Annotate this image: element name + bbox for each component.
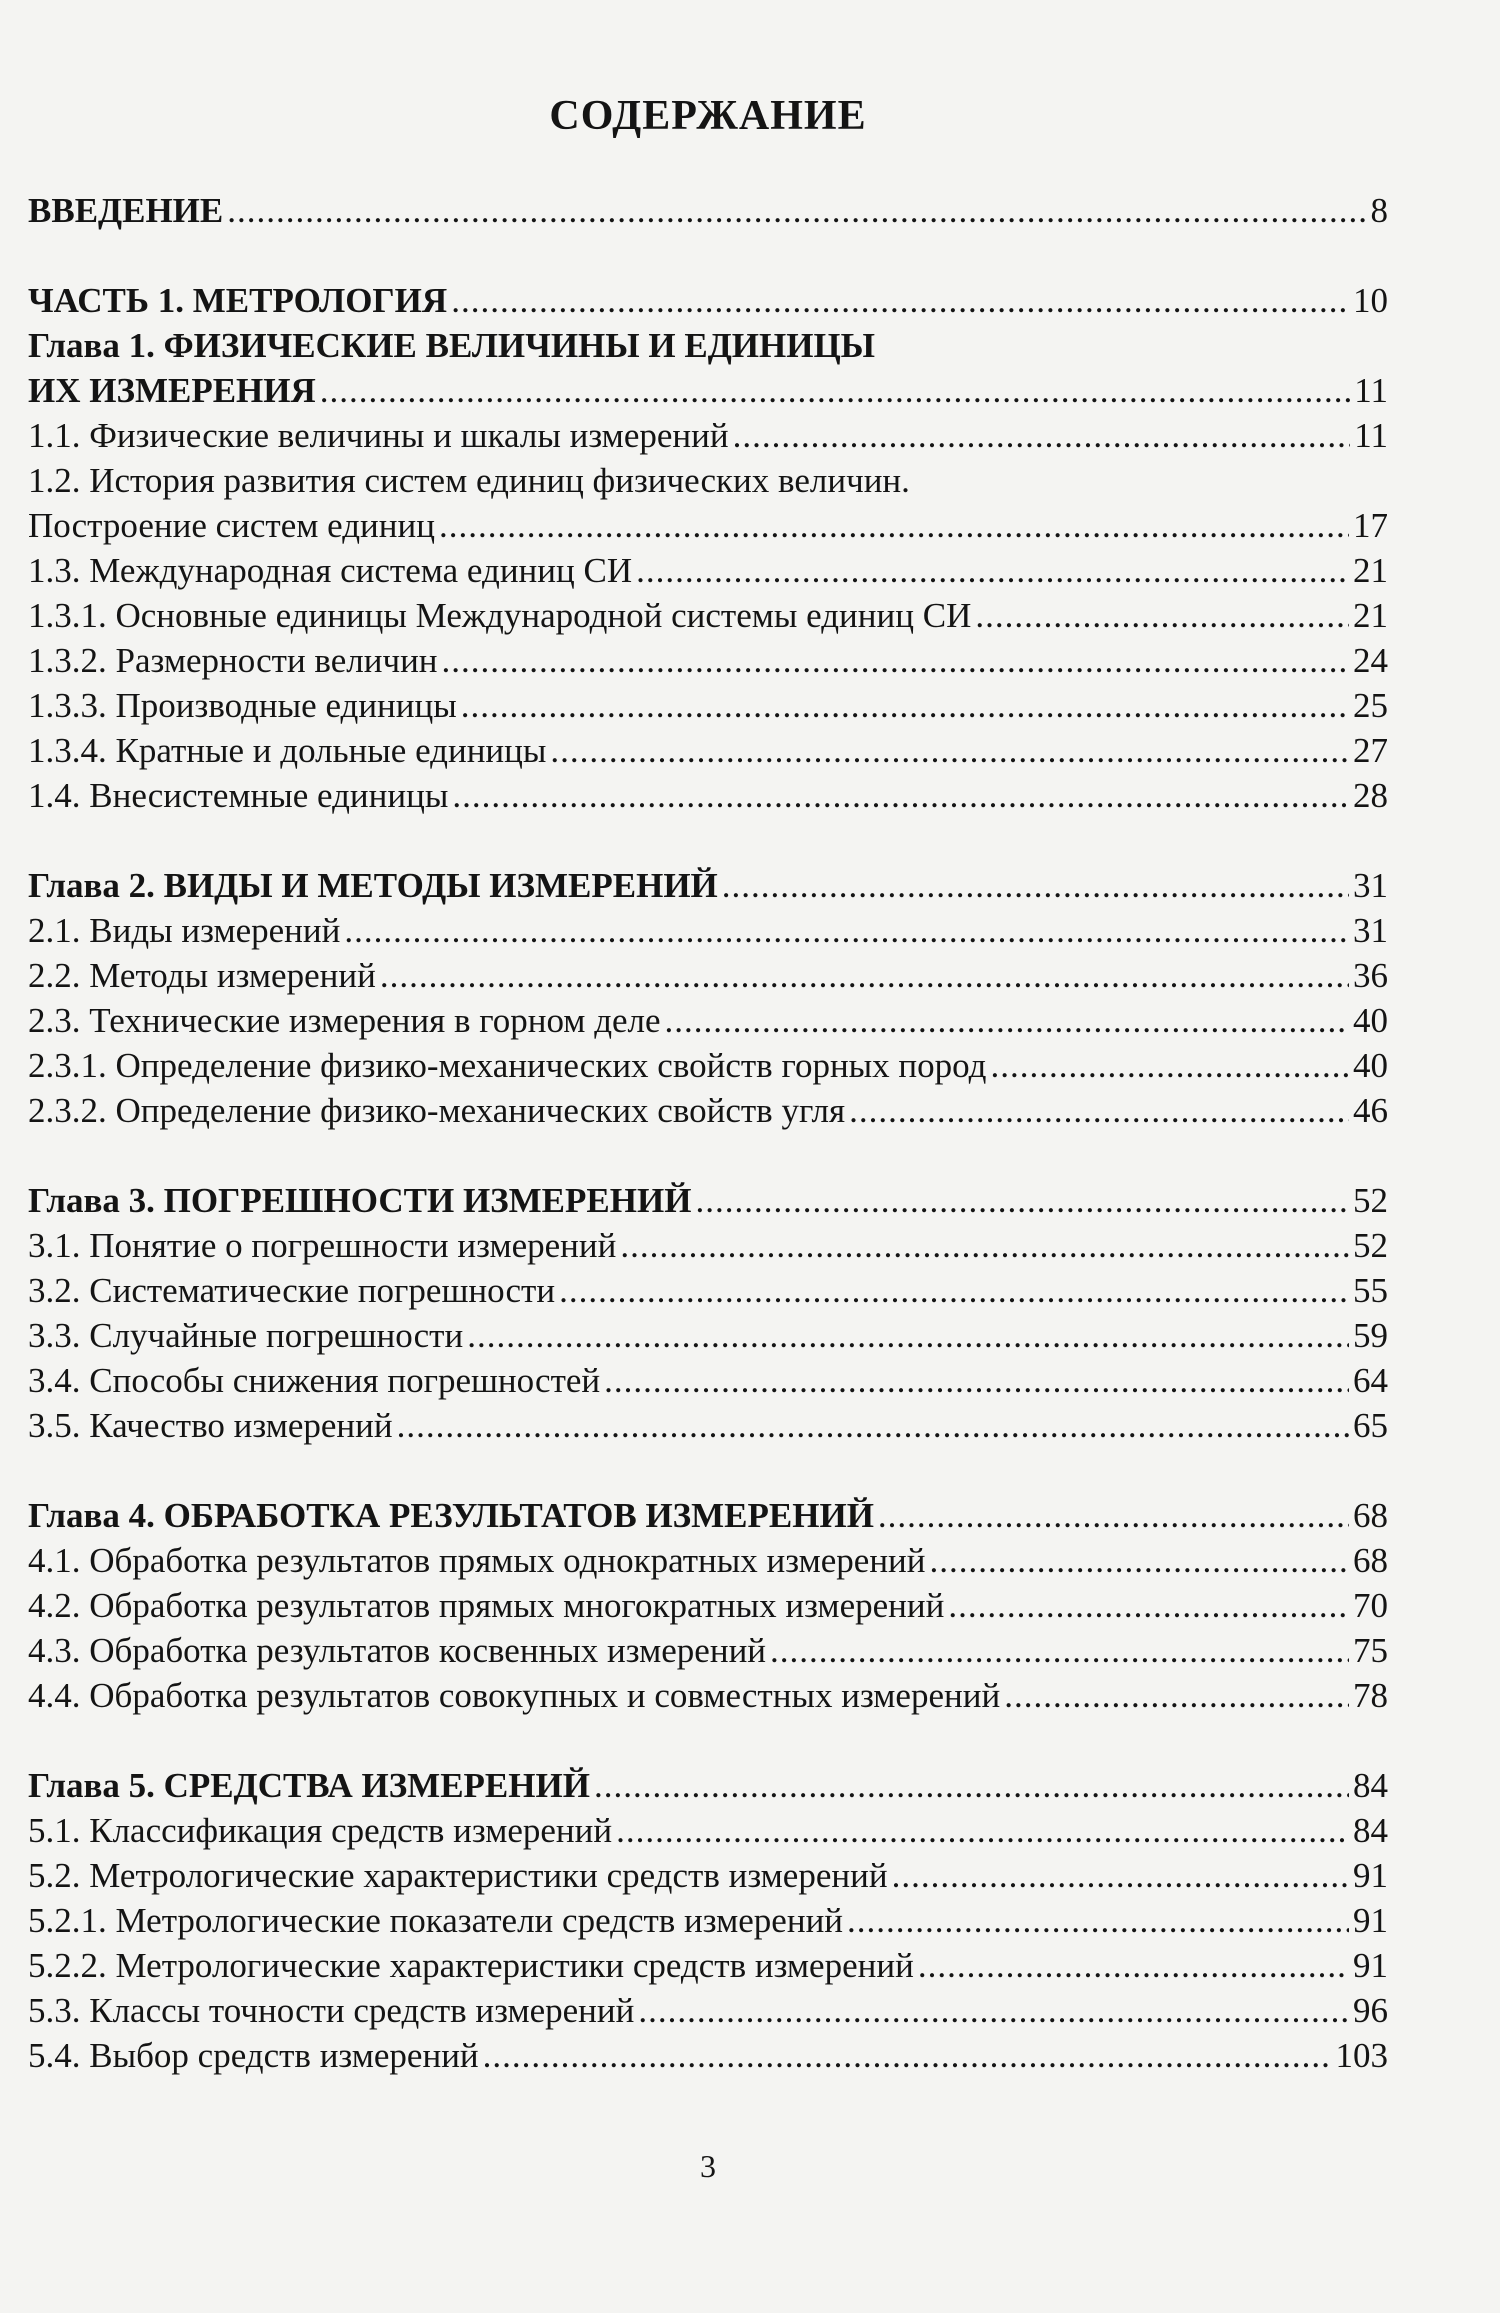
toc-entry [28, 953, 1388, 998]
toc-entry-page: 75 [1353, 1631, 1388, 1670]
toc-entry [28, 548, 1388, 593]
toc-entry [28, 1898, 1388, 1943]
dot-leader [461, 683, 1349, 728]
toc-entry [28, 458, 1388, 503]
toc-entry [28, 998, 1388, 1043]
toc-entry-page: 64 [1353, 1361, 1388, 1400]
toc-entry [28, 908, 1388, 953]
toc-entry-title: Глава 5. СРЕДСТВА ИЗМЕРЕНИЙ [28, 1766, 590, 1805]
toc-entry [28, 1583, 1388, 1628]
toc-entry [28, 1943, 1388, 1988]
dot-leader [439, 503, 1349, 548]
table-of-contents [28, 188, 1388, 2078]
toc-entry-title: 2.3.1. Определение физико-механических свойств горных пород [28, 1046, 987, 1085]
toc-entry-title: 2.3. Технические измерения в горном деле [28, 1001, 661, 1040]
toc-entry-page: 27 [1353, 731, 1388, 770]
toc-entry-page: 28 [1353, 776, 1388, 815]
toc-entry-title: 5.1. Классификация средств измерений [28, 1811, 613, 1850]
toc-entry-title: Глава 2. ВИДЫ И МЕТОДЫ ИЗМЕРЕНИЙ [28, 866, 718, 905]
toc-entry-title: 1.3.1. Основные единицы Международной системы единиц СИ [28, 596, 972, 635]
dot-leader [770, 1628, 1349, 1673]
toc-entry [28, 728, 1388, 773]
dot-leader [975, 593, 1349, 638]
toc-entry-page: 96 [1353, 1991, 1388, 2030]
toc-entry-title: 2.3.2. Определение физико-механических свойств угля [28, 1091, 846, 1130]
toc-entry-title: 4.3. Обработка результатов косвенных измерений [28, 1631, 767, 1670]
dot-leader [892, 1853, 1349, 1898]
toc-entry [28, 1673, 1388, 1718]
toc-entry-page: 68 [1353, 1541, 1388, 1580]
dot-leader [616, 1808, 1349, 1853]
toc-entry-title: 1.2. История развития систем единиц физических величин. [28, 461, 910, 500]
toc-entry-page: 52 [1353, 1181, 1388, 1220]
dot-leader [483, 2033, 1332, 2078]
toc-entry [28, 773, 1388, 818]
toc-entry-title: 3.4. Способы снижения погрешностей [28, 1361, 601, 1400]
toc-entry-page: 21 [1353, 551, 1388, 590]
toc-entry-page: 91 [1353, 1901, 1388, 1940]
toc-entry-page: 70 [1353, 1586, 1388, 1625]
toc-entry-page: 24 [1353, 641, 1388, 680]
toc-entry-title: 5.4. Выбор средств измерений [28, 2036, 479, 2075]
dot-leader [1004, 1673, 1349, 1718]
toc-entry [28, 1808, 1388, 1853]
toc-entry [28, 1268, 1388, 1313]
toc-entry [28, 593, 1388, 638]
toc-entry-title: 3.3. Случайные погрешности [28, 1316, 464, 1355]
toc-entry [28, 863, 1388, 908]
toc-entry-page: 17 [1353, 506, 1388, 545]
toc-entry-title: Глава 1. ФИЗИЧЕСКИЕ ВЕЛИЧИНЫ И ЕДИНИЦЫ [28, 326, 876, 365]
dot-leader [559, 1268, 1349, 1313]
dot-leader [733, 413, 1351, 458]
dot-leader [397, 1403, 1349, 1448]
dot-leader [594, 1763, 1349, 1808]
dot-leader [227, 188, 1366, 233]
dot-leader [695, 1178, 1349, 1223]
dot-leader [344, 908, 1349, 953]
dot-leader [849, 1088, 1349, 1133]
toc-entry-page: 11 [1354, 416, 1388, 455]
dot-leader [451, 278, 1349, 323]
toc-entry-page: 59 [1353, 1316, 1388, 1355]
toc-entry-page: 10 [1353, 281, 1388, 320]
dot-leader [380, 953, 1349, 998]
toc-entry [28, 323, 1388, 368]
toc-entry-title: 1.3.3. Производные единицы [28, 686, 457, 725]
toc-entry [28, 1538, 1388, 1583]
toc-entry [28, 1493, 1388, 1538]
toc-entry-title: 4.2. Обработка результатов прямых многократных измерений [28, 1586, 945, 1625]
toc-entry-title: 3.2. Систематические погрешности [28, 1271, 556, 1310]
page-number: 3 [700, 2148, 716, 2184]
toc-entry [28, 1853, 1388, 1898]
toc-entry-title: 4.1. Обработка результатов прямых однократных измерений [28, 1541, 926, 1580]
page-title: СОДЕРЖАНИЕ [549, 93, 867, 139]
toc-entry-title: 3.1. Понятие о погрешности измерений [28, 1226, 617, 1265]
dot-leader [452, 773, 1349, 818]
toc-entry-page: 55 [1353, 1271, 1388, 1310]
document-page [28, 0, 1388, 2313]
toc-entry-page: 84 [1353, 1811, 1388, 1850]
dot-leader [620, 1223, 1349, 1268]
toc-entry [28, 1088, 1388, 1133]
toc-entry [28, 638, 1388, 683]
toc-entry-page: 91 [1353, 1856, 1388, 1895]
toc-entry-page: 103 [1335, 2036, 1388, 2075]
toc-entry-title: 2.2. Методы измерений [28, 956, 376, 995]
toc-entry-page: 8 [1370, 191, 1388, 230]
toc-entry-page: 40 [1353, 1001, 1388, 1040]
dot-leader [467, 1313, 1349, 1358]
toc-entry-page: 52 [1353, 1226, 1388, 1265]
dot-leader [948, 1583, 1349, 1628]
toc-entry-title: 5.2.1. Метрологические показатели средств измерений [28, 1901, 844, 1940]
toc-entry-title: ВВЕДЕНИЕ [28, 191, 224, 230]
toc-entry-title: 5.2.2. Метрологические характеристики средств измерений [28, 1946, 914, 1985]
toc-entry-title: 4.4. Обработка результатов совокупных и совместных измерений [28, 1676, 1001, 1715]
toc-entry [28, 278, 1388, 323]
toc-entry-page: 46 [1353, 1091, 1388, 1130]
toc-entry-page: 31 [1353, 911, 1388, 950]
dot-leader [550, 728, 1349, 773]
dot-leader [320, 368, 1351, 413]
toc-entry-title: 5.3. Классы точности средств измерений [28, 1991, 635, 2030]
toc-entry [28, 1403, 1388, 1448]
toc-entry-title: 2.1. Виды измерений [28, 911, 341, 950]
toc-entry-title: Глава 4. ОБРАБОТКА РЕЗУЛЬТАТОВ ИЗМЕРЕНИЙ [28, 1496, 874, 1535]
toc-entry-page: 91 [1353, 1946, 1388, 1985]
toc-entry-title: 1.3.4. Кратные и дольные единицы [28, 731, 547, 770]
toc-entry [28, 1178, 1388, 1223]
dot-leader [878, 1493, 1349, 1538]
toc-entry-title: ЧАСТЬ 1. МЕТРОЛОГИЯ [28, 281, 448, 320]
toc-entry-title: ИХ ИЗМЕРЕНИЯ [28, 371, 316, 410]
toc-entry [28, 413, 1388, 458]
toc-entry [28, 1358, 1388, 1403]
toc-entry-page: 40 [1353, 1046, 1388, 1085]
toc-entry [28, 683, 1388, 728]
dot-leader [990, 1043, 1349, 1088]
toc-entry-page: 78 [1353, 1676, 1388, 1715]
toc-entry [28, 368, 1388, 413]
dot-leader [722, 863, 1349, 908]
dot-leader [665, 998, 1349, 1043]
toc-entry [28, 1043, 1388, 1088]
toc-entry-title: 5.2. Метрологические характеристики средств измерений [28, 1856, 888, 1895]
dot-leader [918, 1943, 1349, 1988]
dot-leader [604, 1358, 1349, 1403]
toc-entry-title: 1.3. Международная система единиц СИ [28, 551, 633, 590]
toc-entry [28, 1223, 1388, 1268]
toc-entry-page: 25 [1353, 686, 1388, 725]
toc-entry-title: 1.1. Физические величины и шкалы измерений [28, 416, 729, 455]
toc-entry [28, 503, 1388, 548]
toc-entry [28, 2033, 1388, 2078]
dot-leader [930, 1538, 1349, 1583]
toc-entry-page: 11 [1354, 371, 1388, 410]
toc-entry-page: 68 [1353, 1496, 1388, 1535]
toc-entry-page: 65 [1353, 1406, 1388, 1445]
toc-entry-title: Глава 3. ПОГРЕШНОСТИ ИЗМЕРЕНИЙ [28, 1181, 692, 1220]
toc-entry-title: Построение систем единиц [28, 506, 435, 545]
toc-entry-title: 1.3.2. Размерности величин [28, 641, 438, 680]
toc-entry-title: 3.5. Качество измерений [28, 1406, 393, 1445]
toc-entry [28, 1313, 1388, 1358]
toc-entry-page: 31 [1353, 866, 1388, 905]
toc-entry-title: 1.4. Внесистемные единицы [28, 776, 449, 815]
toc-entry-page: 36 [1353, 956, 1388, 995]
dot-leader [442, 638, 1349, 683]
toc-entry [28, 1988, 1388, 2033]
toc-entry [28, 1628, 1388, 1673]
dot-leader [847, 1898, 1349, 1943]
dot-leader [638, 1988, 1349, 2033]
toc-entry-page: 84 [1353, 1766, 1388, 1805]
toc-entry-page: 21 [1353, 596, 1388, 635]
dot-leader [636, 548, 1349, 593]
toc-entry [28, 1763, 1388, 1808]
toc-entry [28, 188, 1388, 233]
